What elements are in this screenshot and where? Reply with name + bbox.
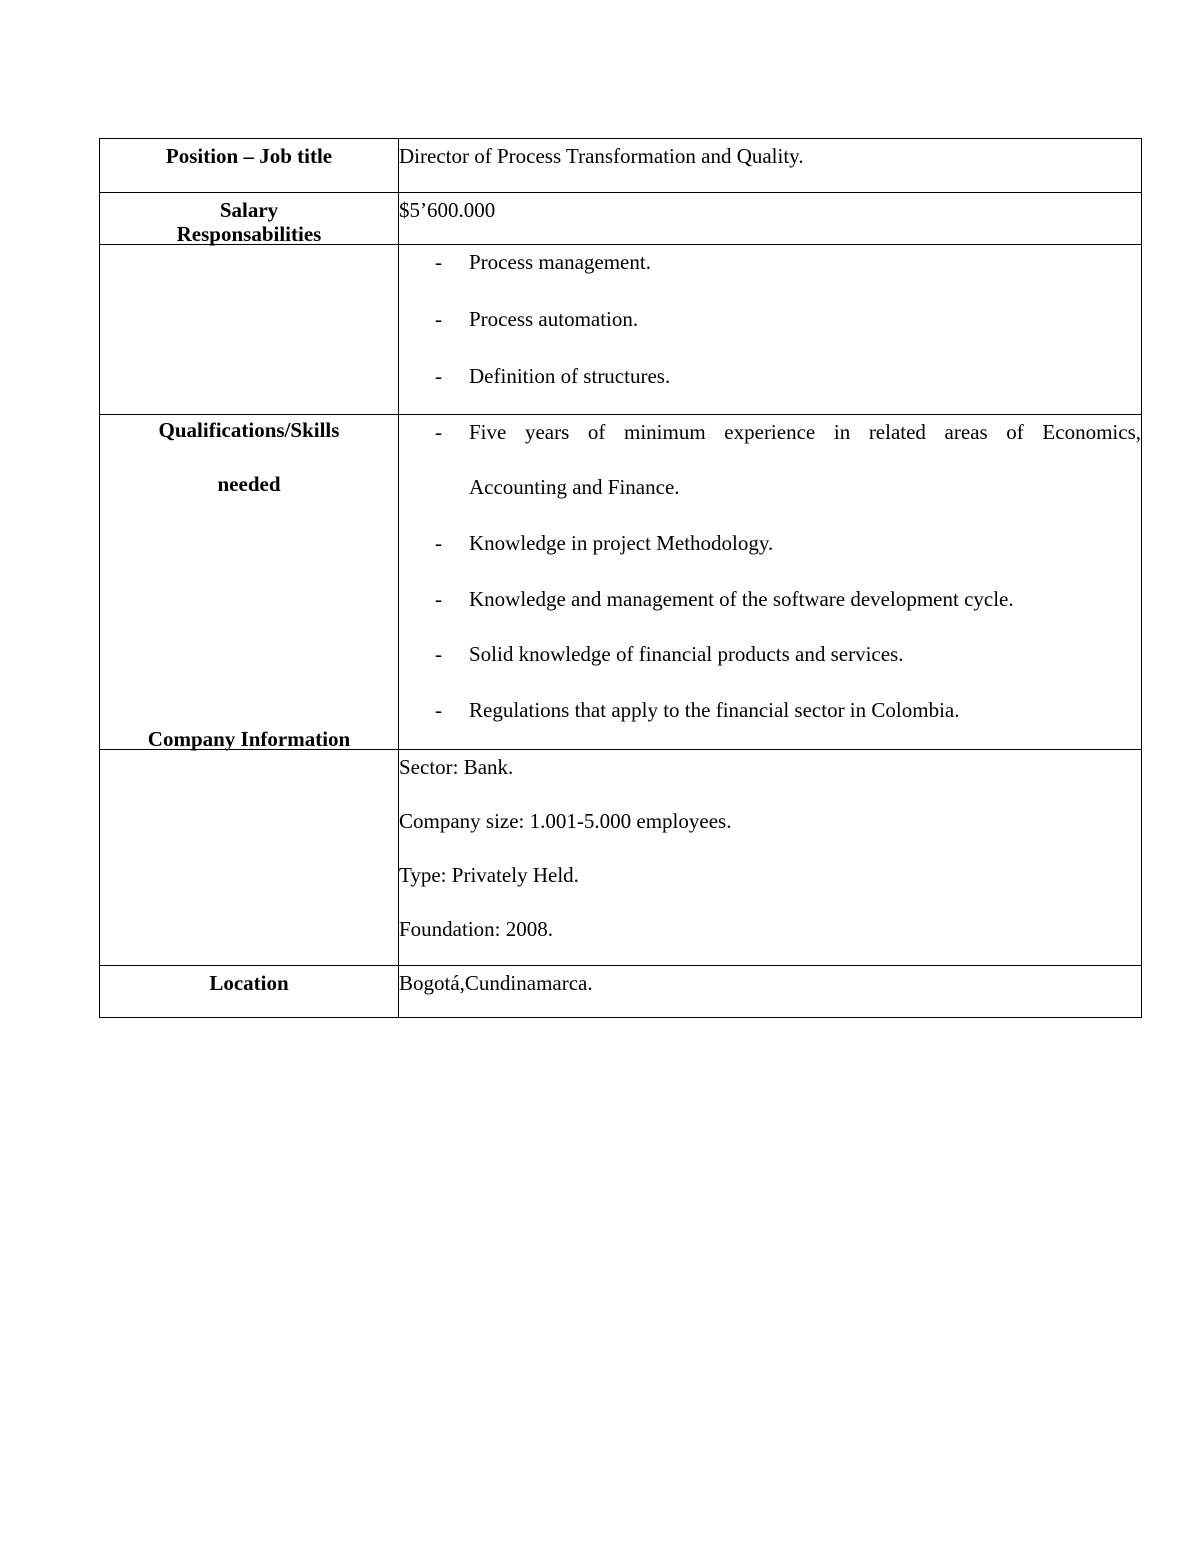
bullet-dash: - xyxy=(435,250,442,274)
responsibilities-label: Responsabilities xyxy=(176,222,322,246)
table-row xyxy=(100,966,1142,1018)
company-foundation: Foundation: 2008. xyxy=(399,917,554,941)
qualifications-label-line2: needed xyxy=(217,472,281,496)
value-cell xyxy=(399,193,1142,245)
location-value: Bogotá,Cundinamarca. xyxy=(399,971,593,995)
list-item xyxy=(399,641,1141,667)
list-item xyxy=(399,697,1141,723)
list-item xyxy=(399,306,1141,332)
company-type: Type: Privately Held. xyxy=(399,863,579,887)
label-cell xyxy=(100,415,399,750)
list-item xyxy=(399,249,1141,275)
qualifications-label-line1: Qualifications/Skills xyxy=(158,418,340,442)
location-label: Location xyxy=(209,971,289,995)
list-item-text: Solid knowledge of financial products and services. xyxy=(469,642,904,666)
list-item-text: Knowledge in project Methodology. xyxy=(469,531,774,555)
bullet-dash: - xyxy=(435,420,442,444)
bullet-dash: - xyxy=(435,531,442,555)
responsibilities-list xyxy=(399,245,1141,389)
value-cell xyxy=(399,139,1142,193)
label-cell xyxy=(100,222,399,415)
position-label: Position – Job title xyxy=(165,144,333,168)
list-item-text: Process automation. xyxy=(469,307,639,331)
table-row xyxy=(100,245,1142,415)
bullet-dash: - xyxy=(435,364,442,388)
company-sector: Sector: Bank. xyxy=(399,755,514,779)
salary-value: $5’600.000 xyxy=(399,198,496,222)
list-item-text: Knowledge and management of the software development cycle. xyxy=(469,587,1014,611)
position-value: Director of Process Transformation and Quality. xyxy=(399,144,804,168)
bullet-dash: - xyxy=(435,642,442,666)
label-cell xyxy=(100,727,399,966)
qualifications-list xyxy=(399,415,1141,723)
job-description-table xyxy=(99,138,1142,1018)
table-row xyxy=(100,139,1142,193)
company-size: Company size: 1.001-5.000 employees. xyxy=(399,809,732,833)
list-item-text: Definition of structures. xyxy=(469,364,671,388)
list-item xyxy=(399,419,1141,500)
bullet-dash: - xyxy=(435,698,442,722)
list-item-text: Five years of minimum experience in related areas of Economics, xyxy=(469,420,1141,444)
list-item xyxy=(399,586,1141,612)
list-item xyxy=(399,363,1141,389)
list-item-text: Process management. xyxy=(469,250,651,274)
bullet-dash: - xyxy=(435,587,442,611)
table-row xyxy=(100,415,1142,750)
label-cell xyxy=(100,966,399,1018)
value-cell xyxy=(399,750,1142,966)
value-cell xyxy=(399,966,1142,1018)
list-item-text: Regulations that apply to the financial sector in Colombia. xyxy=(469,698,960,722)
list-item xyxy=(399,530,1141,556)
value-cell xyxy=(399,415,1142,750)
company-label: Company Information xyxy=(147,727,351,751)
label-cell xyxy=(100,139,399,193)
company-info-lines xyxy=(399,750,1141,942)
bullet-dash: - xyxy=(435,307,442,331)
qualifications-label xyxy=(100,403,398,511)
list-item-text-continued: Accounting and Finance. xyxy=(469,475,680,499)
value-cell xyxy=(399,245,1142,415)
salary-label: Salary xyxy=(219,198,279,222)
table-row xyxy=(100,750,1142,966)
